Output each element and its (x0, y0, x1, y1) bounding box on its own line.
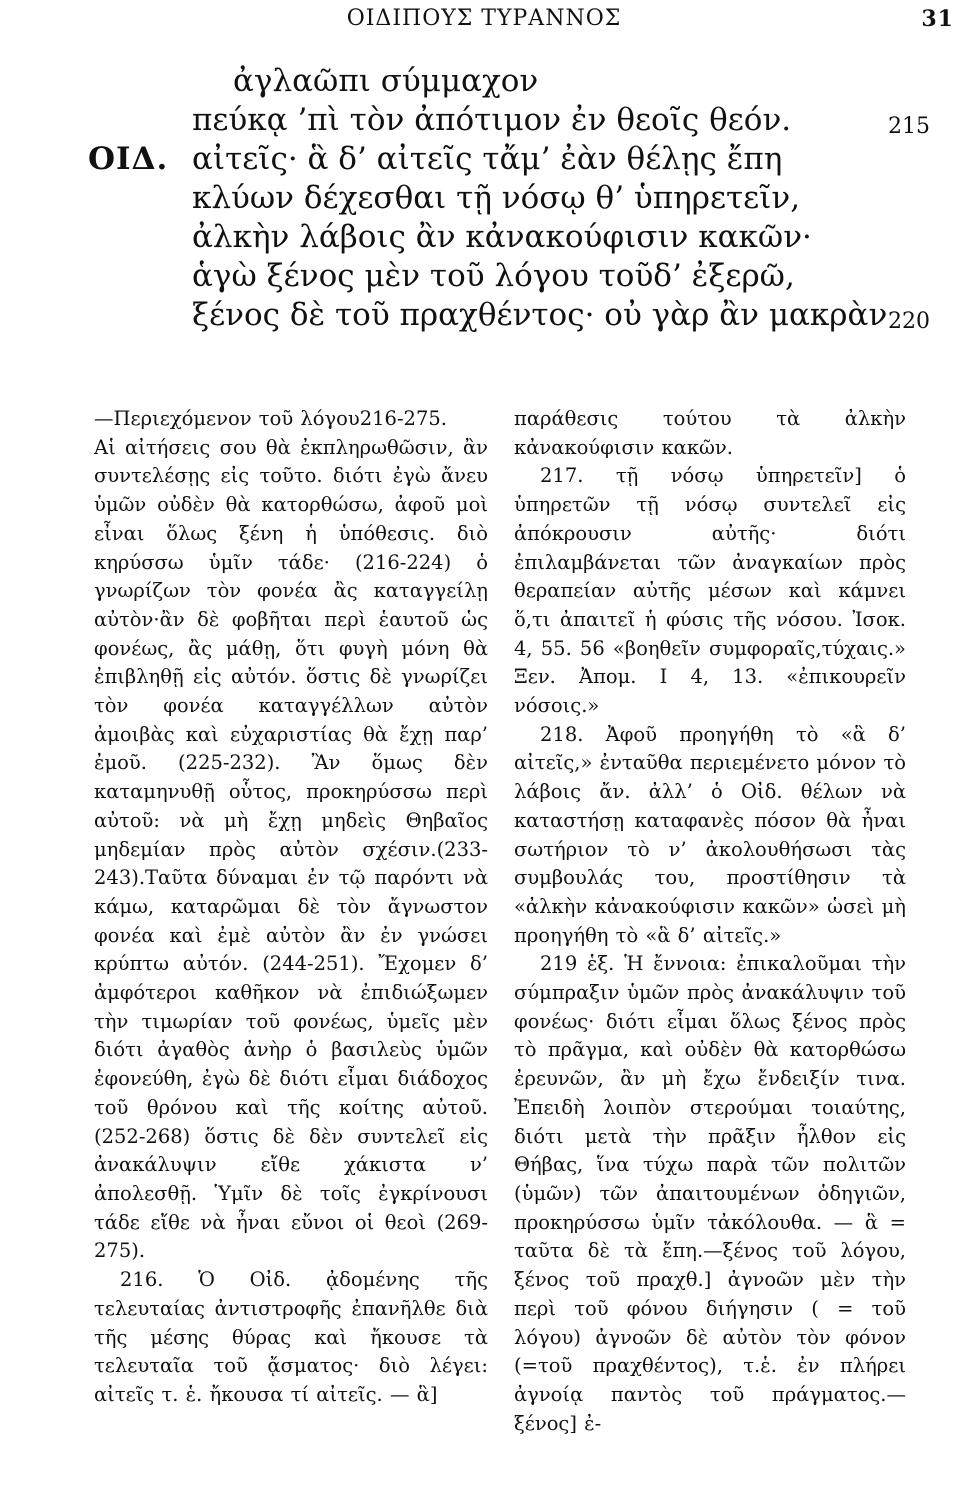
verse-line (0, 101, 968, 140)
verse-text: κλύων δέχεσθαι τῇ νόσῳ θ’ ὑπηρετεῖν, (192, 180, 801, 216)
verse-text: ξένος δὲ τοῦ πραχθέντος· οὐ γὰρ ἂν μακρὰν (192, 297, 888, 333)
commentary (94, 405, 906, 1438)
verse-text: ἁγὼ ξένος μὲν τοῦ λόγου τοῦδ’ ἐξερῶ, (192, 258, 795, 294)
verse-line (0, 257, 968, 296)
summary-heading: —Περιεχόμενον τοῦ λόγου216-275. (94, 407, 447, 430)
verse-text: πεύκᾳ ’πὶ τὸν ἀπότιμον ἐν θεοῖς θεόν. (192, 102, 792, 138)
commentary-right-column (514, 405, 906, 1438)
verse-line (0, 62, 968, 101)
note-continuation: παράθεσις τούτου τὰ ἀλκὴν κἀνακούφισιν κακῶν. (514, 407, 906, 459)
verse-line (0, 140, 968, 179)
speaker-label: ΟΙΔ. (88, 141, 169, 177)
verse-line (0, 296, 968, 335)
page-header (0, 6, 968, 36)
note-219: 219 ἑξ. Ἡ ἔννοια: ἐπικαλοῦμαι τὴν σύμπραξιν ὑμῶν πρὸς ἀνακάλυψιν τοῦ φονέως· διότι εἶμαι ὅλως ξένος πρὸς τὸ πρᾶγμα, καὶ οὐδὲν θὰ κατορθώσω ἐρευνῶν, ἂν μὴ ἔχω ἔνδειξίν τινα. Ἐπειδὴ λοιπὸν στερούμαι τοιαύτης, διότι μετὰ τὴν πρᾶξιν ἦλθον εἰς Θήβας, ἵνα τύχω παρὰ τῶν πολιτῶν (ὑμῶν) τῶν ἀπαιτουμένων ὁδηγιῶν, προκηρύσσω ὑμῖν τἀκόλουθα. — ἃ = ταῦτα δὲ τὰ ἔπη.—ξένος τοῦ λόγου, ξένος τοῦ πραχθ.] ἀγνοῶν μὲν τὴν περὶ τοῦ φόνου διήγησιν ( = τοῦ λόγου) ἀγνοῶν δὲ αὐτὸν τὸν φόνον (=τοῦ πραχθέντος), τ.ἑ. ἐν πλήρει ἀγνοίᾳ παντὸς τοῦ πράγματος.—ξένος] ἐ- (514, 952, 906, 1435)
note-218: 218. Ἀφοῦ προηγήθη τὸ «ἃ δ’ αἰτεῖς,» ἐνταῦθα περιεμένετο μόνον τὸ λάβοις ἄν. ἀλλ’ ὁ Οἰδ. θέλων νὰ καταστήσῃ καταφανὲς πόσον θὰ ἦναι σωτήριον τὸ ν’ ἀκολουθήσωσι τὰς συμβουλάς του, προστίθησιν τὰ «ἀλκὴν κἀνακούφισιν κακῶν» ὡσεὶ μὴ προηγήθη τὸ «ἃ δ’ αἰτεῖς.» (514, 722, 907, 947)
line-number: 220 (888, 309, 930, 334)
running-title: ΟΙΔΙΠΟΥΣ ΤΥΡΑΝΝΟΣ (346, 6, 622, 31)
verse-text: ἀλκὴν λάβοις ἂν κἀνακούφισιν κακῶν· (192, 219, 812, 255)
commentary-left-column (94, 405, 488, 1438)
verse-line (0, 179, 968, 218)
verse-text: ἀγλαῶπι σύμμαχον (233, 63, 539, 99)
summary-paragraph: Αἱ αἰτήσεις σου θὰ ἐκπληρωθῶσιν, ἂν συντελέσῃς εἰς τοῦτο. διότι ἐγὼ ἄνευ ὑμῶν οὐδὲν θὰ κατορθώσω, ἀφοῦ μοὶ εἶναι ὅλως ξένη ἡ ὑπόθεσις. διὸ κηρύσσω ὑμῖν τάδε· (216-224) ὁ γνωρίζων τὸν φονέα ἂς καταγγείλῃ αὐτὸν·ἂν δὲ φοβῆται περὶ ἑαυτοῦ ὡς φονέως, ἂς μάθῃ, ὅτι φυγὴ μόνη θὰ ἐπιβληθῇ εἰς αὐτόν. ὅστις δὲ γνωρίζει τὸν φονέα καταγγέλλων αὐτὸν ἀμοιβὰς καὶ εὐχαριστίας θὰ ἔχῃ παρ’ ἐμοῦ. (225-232). Ἂν ὅμως δὲν καταμηνυθῇ οὗτος, προκηρύσσω περὶ αὐτοῦ: νὰ μὴ ἔχῃ μηδεὶς Θηβαῖος μηδεμίαν πρὸς αὐτὸν σχέσιν.(233-243).Ταῦτα δύναμαι ἐν τῷ παρόντι νὰ κάμω, καταρῶμαι δὲ τὸν ἄγνωστον φονέα καὶ ἐμὲ αὐτὸν ἂν ἐν γνώσει κρύπτω αὐτόν. (244-251). Ἔχομεν δ’ ἀμφότεροι καθῆκον νὰ ἐπιδιώξωμεν τὴν τιμωρίαν τοῦ φονέως, ὑμεῖς μὲν διότι ἀγαθὸς ἀνὴρ ὁ βασιλεὺς ὑμῶν ἐφονεύθη, ἐγὼ δὲ διότι εἶμαι διάδοχος τοῦ θρόνου καὶ τῆς κοίτης αὐτοῦ. (252-268) ὅστις δὲ δὲν συντελεῖ εἰς ἀνακάλυψιν εἴθε χάκιστα ν’ ἀπολεσθῇ. Ὑμῖν δὲ τοῖς ἐγκρίνουσι τάδε εἴθε νὰ ἦναι εὔνοι οἱ θεοὶ (269-275). (94, 435, 488, 1263)
note-217: 217. τῇ νόσῳ ὑπηρετεῖν] ὁ ὑπηρετῶν τῇ νόσῳ συντελεῖ εἰς ἀπόκρουσιν αὐτῆς· διότι ἐπιλαμβάνεται τῶν ἀναγκαίων πρὸς θεραπείαν αὐτῆς μέσων καὶ κάμνει ὅ,τι ἀπαιτεῖ ἡ φύσις τῆς νόσου. Ἰσοκ. 4, 55. 56 «βοηθεῖν συμφοραῖς,τύχαις.» Ξεν. Ἀπομ. Ι 4, 13. «ἐπικουρεῖν νόσοις.» (514, 464, 906, 718)
verse-text: αἰτεῖς· ἃ δ’ αἰτεῖς τἄμ’ ἐὰν θέλῃς ἔπη (192, 141, 783, 177)
line-number: 215 (888, 114, 930, 139)
verse-block (0, 62, 968, 335)
page-number: 31 (921, 6, 954, 32)
note-216: 216. Ὁ Οἰδ. ᾀδομένης τῆς τελευταίας ἀντιστροφῆς ἐπανῆλθε διὰ τῆς μέσης θύρας καὶ ἤκουσε τὰ τελευταῖα τοῦ ᾄσματος· διὸ λέγει: αἰτεῖς τ. ἑ. ἤκουσα τί αἰτεῖς. — ἃ] (94, 1268, 488, 1406)
verse-line (0, 218, 968, 257)
